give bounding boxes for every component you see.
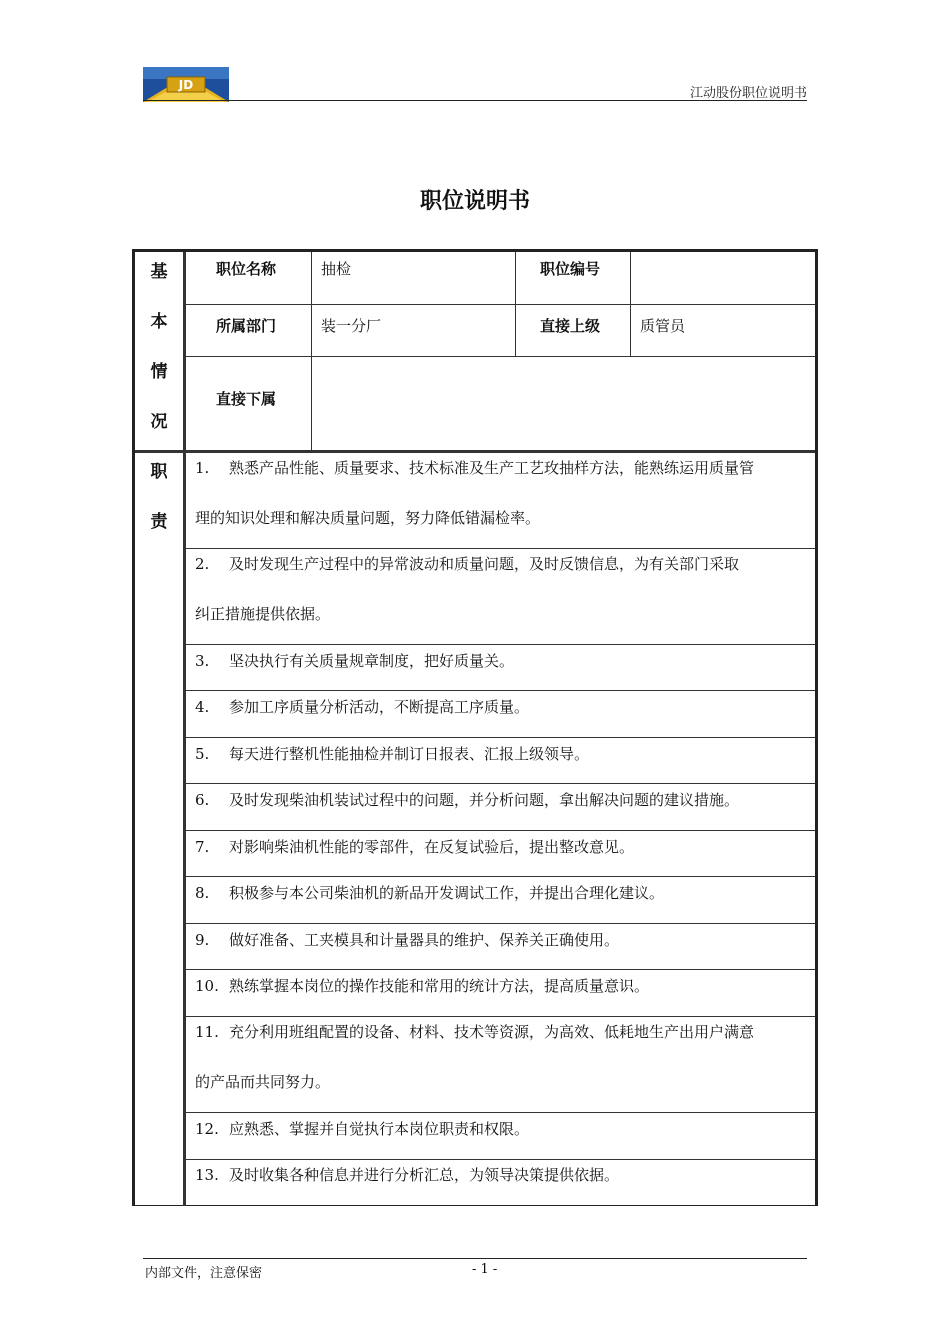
duty-item-continuation: 的产品而共同努力。 xyxy=(195,1073,331,1091)
duty-item: 2. 及时发现生产过程中的异常波动和质量问题，及时反馈信息，为有关部门采取 xyxy=(195,555,740,573)
position-name-value: 抽检 xyxy=(321,260,352,278)
duty-item-continuation: 理的知识处理和解决质量问题，努力降低错漏检率。 xyxy=(195,509,541,527)
header-title: 江动股份职位说明书 xyxy=(689,86,807,101)
supervisor-label: 直接上级 xyxy=(540,317,601,335)
table-grid-line xyxy=(311,252,312,451)
position-code-label: 职位编号 xyxy=(540,260,601,278)
footer-confidential-note: 内部文件，注意保密 xyxy=(145,1266,263,1281)
duty-item: 9. 做好准备、工夹模具和计量器具的维护、保养关正确使用。 xyxy=(195,931,620,949)
table-grid-line xyxy=(186,1016,815,1017)
table-grid-line xyxy=(186,876,815,877)
duty-item: 5. 每天进行整机性能抽检并制订日报表、汇报上级领导。 xyxy=(195,745,590,763)
department-label: 所属部门 xyxy=(216,317,277,335)
duty-item: 3. 坚决执行有关质量规章制度，把好质量关。 xyxy=(195,652,515,670)
table-grid-line xyxy=(186,737,815,738)
page-number: - 1 - xyxy=(472,1262,498,1277)
position-name-label: 职位名称 xyxy=(216,260,277,278)
table-grid-line xyxy=(186,783,815,784)
supervisor-value: 质管员 xyxy=(640,317,686,335)
table-grid-line xyxy=(186,356,815,357)
header-divider xyxy=(143,100,807,101)
duty-item: 10. 熟练掌握本岗位的操作技能和常用的统计方法，提高质量意识。 xyxy=(195,977,650,995)
duty-item: 1. 熟悉产品性能、质量要求、技术标准及生产工艺玫抽样方法，能熟练运用质量管 xyxy=(195,459,755,477)
duty-item: 4. 参加工序质量分析活动，不断提高工序质量。 xyxy=(195,698,530,716)
table-grid-line xyxy=(186,923,815,924)
duty-item: 7. 对影响柴油机性能的零部件，在反复试验后，提出整改意见。 xyxy=(195,838,635,856)
table-grid-line xyxy=(515,252,516,356)
subordinate-label: 直接下属 xyxy=(216,390,277,408)
duties-section-label-char: 责 xyxy=(150,512,168,532)
table-grid-line xyxy=(630,252,631,356)
basic-info-section-label-char: 况 xyxy=(150,412,168,432)
duties-section-label-char: 职 xyxy=(150,462,168,482)
duty-item: 12. 应熟悉、掌握并自觉执行本岗位职责和权限。 xyxy=(195,1120,530,1138)
company-logo xyxy=(143,67,229,102)
basic-info-section-label-char: 基 xyxy=(150,262,168,282)
table-grid-line xyxy=(186,969,815,970)
table-grid-line xyxy=(186,830,815,831)
svg-text:JD: JD xyxy=(178,78,194,92)
duty-item: 8. 积极参与本公司柴油机的新品开发调试工作，并提出合理化建议。 xyxy=(195,884,665,902)
table-grid-line xyxy=(186,548,815,549)
table-grid-line xyxy=(186,1159,815,1160)
duty-item-continuation: 纠正措施提供依据。 xyxy=(195,605,331,623)
duty-item: 11. 充分利用班组配置的设备、材料、技术等资源，为高效、低耗地生产出用户满意 xyxy=(195,1023,755,1041)
basic-info-section-label-char: 情 xyxy=(150,362,168,382)
footer-divider xyxy=(143,1258,807,1259)
table-grid-line xyxy=(186,690,815,691)
document-title: 职位说明书 xyxy=(419,189,530,214)
duty-item: 13. 及时收集各种信息并进行分析汇总，为领导决策提供依据。 xyxy=(195,1166,620,1184)
table-grid-line xyxy=(186,304,815,305)
table-grid-line xyxy=(183,252,186,1206)
department-value: 装一分厂 xyxy=(321,317,382,335)
table-grid-line xyxy=(186,1112,815,1113)
duty-item: 6. 及时发现柴油机装试过程中的问题，并分析问题，拿出解决问题的建议措施。 xyxy=(195,791,740,809)
table-grid-line xyxy=(186,644,815,645)
table-grid-line xyxy=(135,450,815,453)
basic-info-section-label-char: 本 xyxy=(150,312,168,332)
